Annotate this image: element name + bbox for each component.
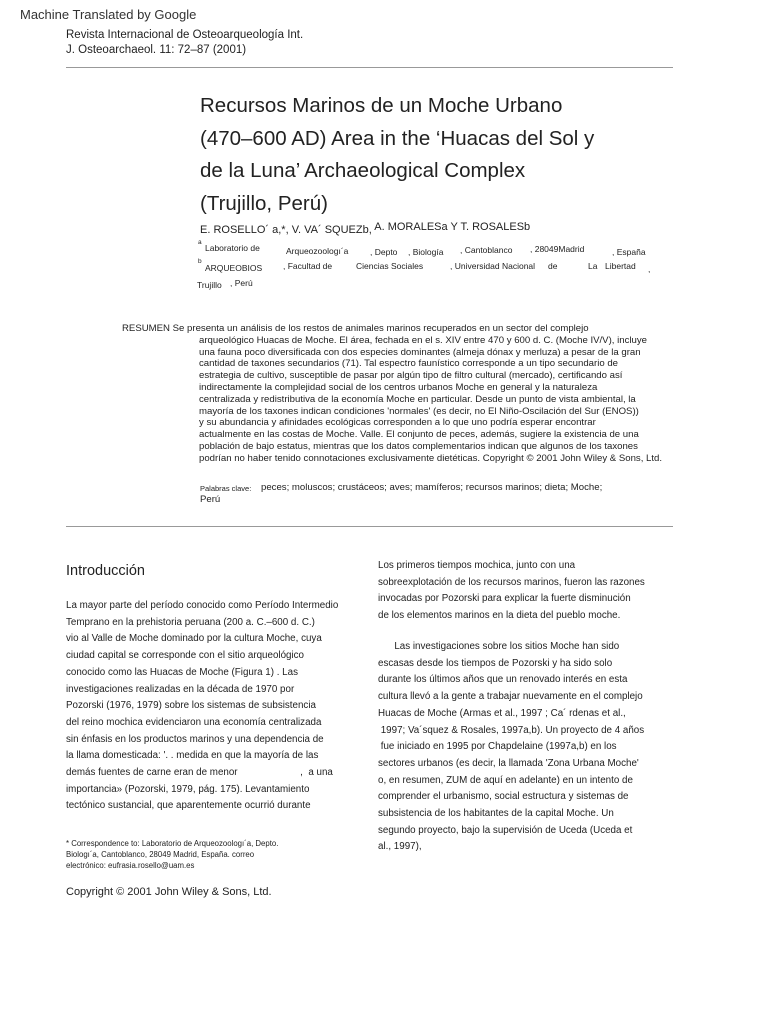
- abstract-line: cantidad de taxones secundarios (71). Tal espectro faunístico corresponde a un tipo secundario de: [199, 358, 619, 370]
- abstract-body: [122, 335, 702, 465]
- affiliation-part: Libertad: [605, 261, 636, 271]
- right-column-paragraph-1: [378, 558, 708, 625]
- affiliation-part: , Perú: [230, 278, 253, 288]
- journal-name: Revista Internacional de Osteoarqueología Int.: [66, 29, 304, 41]
- body-line: la llama domesticada: '. . medida en que la mayoría de las: [66, 750, 319, 762]
- title-line: (Trujillo, Perú): [200, 191, 328, 215]
- body-line: conocido como las Huacas de Moche (Figura 1) . Las: [66, 666, 298, 678]
- body-line: escasas desde los tiempos de Pozorski y ha sido solo: [378, 657, 613, 669]
- abstract-divider: [66, 526, 673, 527]
- affiliation-part: Ciencias Sociales: [356, 261, 424, 271]
- body-line: Las investigaciones sobre los sitios Moche han sido: [378, 641, 620, 652]
- affiliation-part: , Universidad Nacional: [450, 261, 536, 271]
- body-line: invocadas por Pozorski para explicar la fuerte disminución: [378, 593, 631, 605]
- affiliation-part: ,: [648, 264, 651, 274]
- body-line: ciudad capital se corresponde con el sitio arqueológico: [66, 650, 304, 662]
- body-line: La mayor parte del período conocido como Período Intermedio: [66, 600, 339, 611]
- header-divider: [66, 67, 673, 68]
- keywords-text: peces; moluscos; crustáceos; aves; mamíferos; recursos marinos; dieta; Moche;: [261, 482, 603, 493]
- affiliation-part: ARQUEOBIOS: [205, 263, 263, 273]
- abstract-line: población de bajo estatus, mientras que los datos complementarios indican que algunos de los taxones: [199, 440, 638, 452]
- body-line: Los primeros tiempos mochica, junto con una: [378, 560, 576, 571]
- body-line: demás fuentes de carne eran de menor , a una: [66, 767, 333, 779]
- author-list: [200, 221, 531, 236]
- left-column-text: [66, 598, 366, 815]
- body-line: o, en resumen, ZUM de aquí en adelante) en un intento de: [378, 774, 633, 786]
- affiliation-part: de: [548, 261, 558, 271]
- footnote-line: Biologı´a, Cantoblanco, 28049 Madrid, España. correo: [66, 850, 255, 859]
- abstract-line: y su abundancia y afinidades ecológicas corresponden a lo que uno podría esperar encontrar: [199, 417, 596, 429]
- footnote-line: electrónico: eufrasia.rosello@uam.es: [66, 861, 195, 870]
- body-line: segundo proyecto, bajo la supervisión de Uceda (Uceda et: [378, 824, 633, 836]
- abstract-line: arqueológico Huacas de Moche. El área, fechada en el s. XIV entre 470 y 600 d. C. (Moche IV/V), incluye: [199, 334, 647, 346]
- body-line: Temprano en la prehistoria peruana (200 a. C.–600 d. C.): [66, 616, 315, 628]
- body-line: 1997; Va´squez & Rosales, 1997a,b). Un proyecto de 4 años: [378, 724, 645, 736]
- journal-header: [66, 28, 303, 58]
- abstract-line: estrategia de cultivo, susceptible de pasar por algún tipo de filtro cultural (mercado), certificando así: [199, 370, 623, 382]
- body-line: investigaciones realizadas en la década de 1970 por: [66, 683, 295, 695]
- affiliation-part: , Facultad de: [283, 261, 333, 271]
- abstract-line: mayoría de los taxones indican condiciones 'normales' (es decir, no El Niño-Oscilación del Sur (ENOS)): [199, 405, 639, 417]
- affiliation-part: Arqueozoologı´a: [286, 246, 349, 256]
- affiliation-part: , Biología: [408, 247, 444, 257]
- authors-part-a: E. ROSELLO´ a,*, V. VA´ SQUEZb,: [200, 224, 372, 236]
- body-line: Pozorski (1976, 1979) sobre los sistemas de subsistencia: [66, 700, 316, 712]
- body-line: sobreexplotación de los recursos marinos, fueron las razones: [378, 576, 645, 588]
- affiliation-marker: b: [198, 258, 202, 265]
- body-line: al., 1997),: [378, 841, 422, 853]
- body-line: durante los últimos años que un renovado interés en esta: [378, 674, 628, 686]
- affiliation-part: Trujillo: [197, 280, 222, 290]
- affiliation-part: , Cantoblanco: [460, 245, 513, 255]
- copyright-notice: Copyright © 2001 John Wiley & Sons, Ltd.: [66, 886, 272, 898]
- title-line: Recursos Marinos de un Moche Urbano: [200, 94, 563, 117]
- body-line: de los elementos marinos en la dieta del pueblo moche.: [378, 610, 621, 622]
- abstract-line: podrían no haber tenido connotaciones exclusivamente dietéticas. Copyright © 2001 John Wiley & Sons, Ltd.: [199, 452, 663, 464]
- body-line: vio al Valle de Moche dominado por la cultura Moche, cuya: [66, 633, 322, 645]
- keywords-text-continued: Perú: [200, 494, 221, 505]
- affiliation-part: Laboratorio de: [205, 243, 260, 253]
- body-line: fue iniciado en 1995 por Chapdelaine (1997a,b) en los: [378, 741, 617, 753]
- affiliation-part: , España: [612, 247, 646, 257]
- abstract-line: actualmente en las costas de Moche. Valle. El conjunto de peces, además, sugiere la existencia de una: [199, 429, 639, 441]
- title-line: de la Luna’ Archaeological Complex: [200, 159, 526, 182]
- body-line: sin énfasis en los productos marinos y una dependencia de: [66, 733, 324, 745]
- keywords-label: Palabras clave:: [200, 484, 252, 493]
- abstract: [122, 323, 702, 465]
- article-title: [200, 90, 720, 220]
- affiliation-marker: a: [198, 239, 202, 246]
- body-line: Huacas de Moche (Armas et al., 1997 ; Ca´ rdenas et al.,: [378, 707, 626, 719]
- affiliation-part: La: [588, 261, 598, 271]
- affiliation-part: , Depto: [370, 247, 398, 257]
- footnote-line: * Correspondence to: Laboratorio de Arqueozoologı´a, Depto.: [66, 839, 279, 848]
- abstract-line: una fauna poco diversificada con dos especies dominantes (almeja dónax y merluza) a pesar de la gran: [199, 346, 641, 358]
- authors-part-b: A. MORALESa Y T. ROSALESb: [374, 221, 531, 233]
- body-line: importancia» (Pozorski, 1979, pág. 175). Levantamiento: [66, 783, 310, 795]
- body-line: comprender el urbanismo, social estructura y sistemas de: [378, 791, 629, 803]
- body-line: del reino mochica evidenciaron una economía centralizada: [66, 716, 322, 728]
- abstract-line: indirectamente la complejidad social de los centros urbanos Moche en general y la naturaleza: [199, 381, 598, 393]
- title-line: (470–600 AD) Area in the ‘Huacas del Sol y: [200, 126, 595, 150]
- abstract-line: centralizada y redistributiva de la economía Moche en particular. Desde un punto de vista ambiental, la: [199, 393, 636, 405]
- body-line: subsistencia de los habitantes de la capital Moche. Un: [378, 808, 614, 820]
- section-heading-introduccion: Introducción: [66, 563, 145, 579]
- body-line: sectores urbanos (es decir, la llamada 'Zona Urbana Moche': [378, 757, 639, 769]
- right-column-paragraph-2: [378, 639, 708, 856]
- journal-citation: J. Osteoarchaeol. 11: 72–87 (2001): [66, 44, 247, 56]
- affiliation-part: , 28049Madrid: [530, 244, 585, 254]
- machine-translation-banner: Machine Translated by Google: [20, 7, 197, 22]
- body-line: tectónico sustancial, que aparentemente ocurrió durante: [66, 800, 311, 812]
- body-line: cultura llevó a la gente a trabajar nuevamente en el complejo: [378, 691, 643, 703]
- correspondence-footnote: [66, 838, 278, 871]
- abstract-first-line: RESUMEN Se presenta un análisis de los restos de animales marinos recuperados en un sector del complejo: [122, 323, 589, 334]
